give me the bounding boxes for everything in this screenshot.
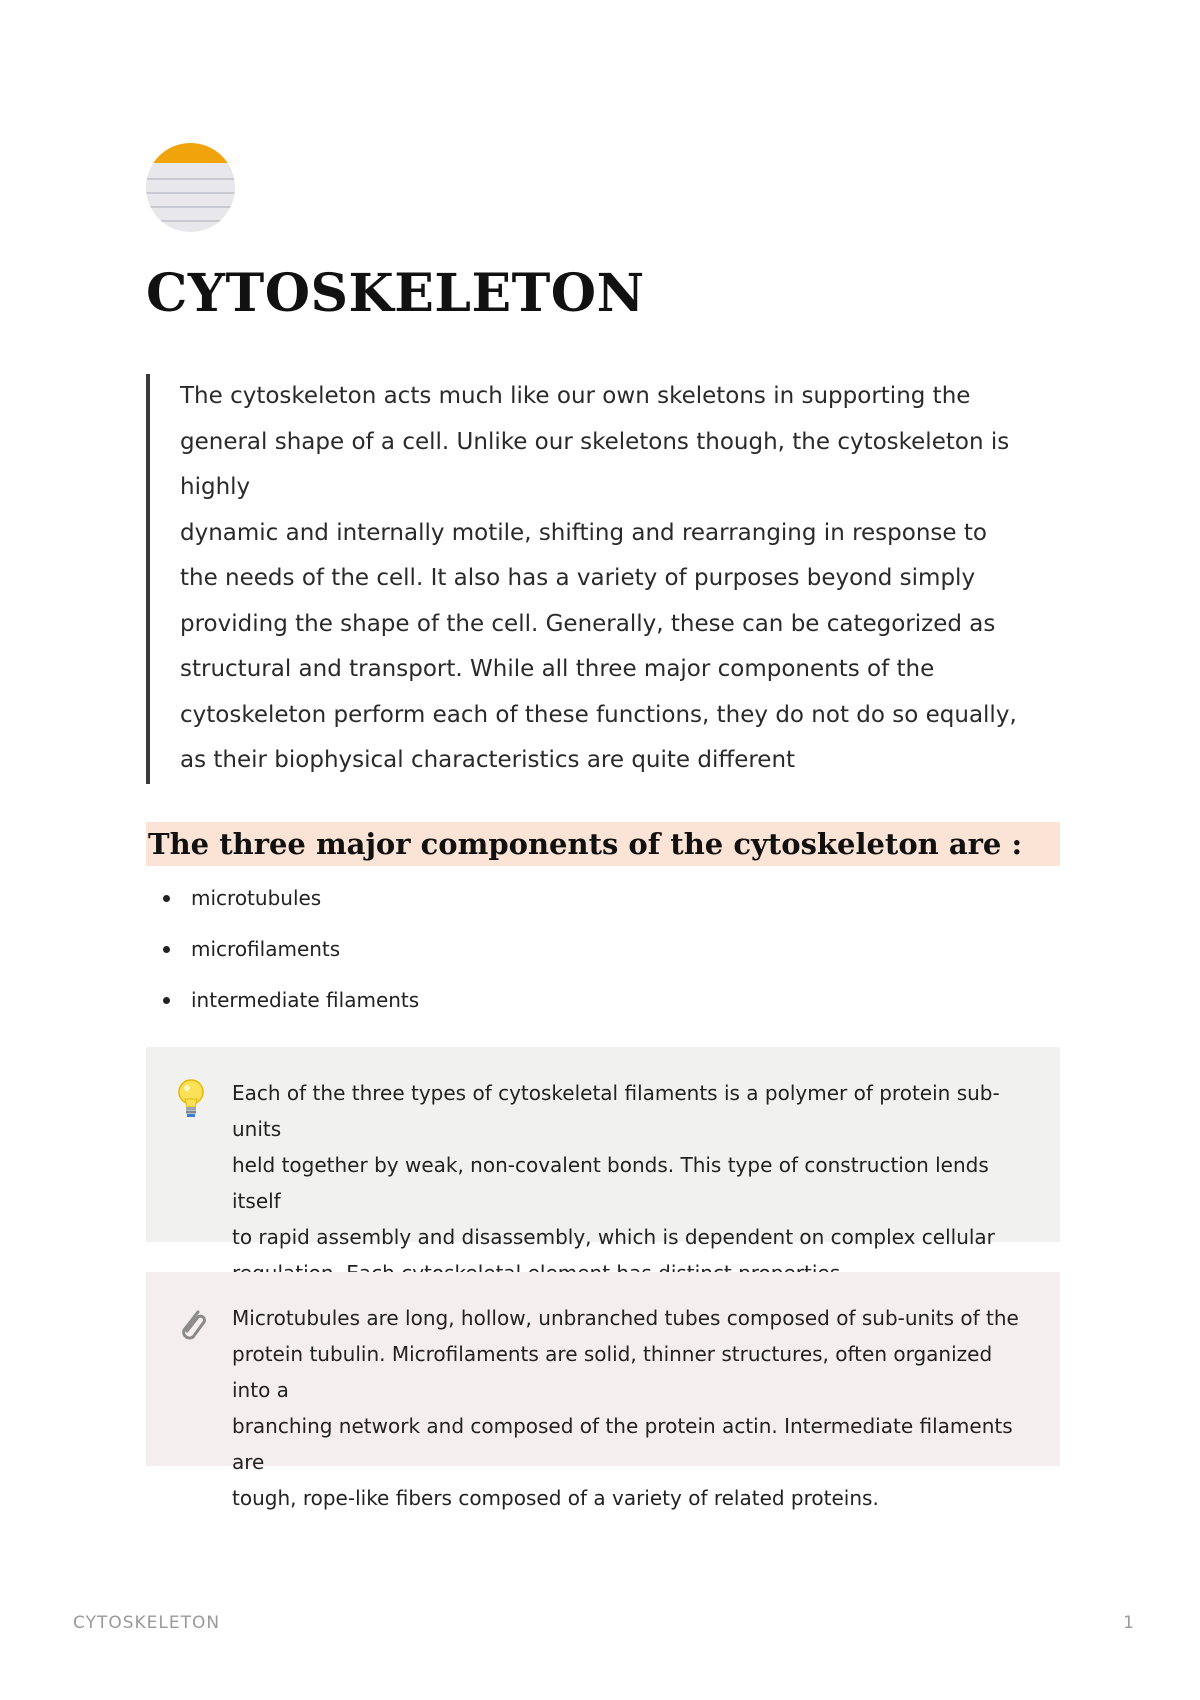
paperclip-icon (174, 1302, 208, 1346)
list-item-text: intermediate filaments (191, 988, 420, 1012)
notes-icon (146, 143, 235, 232)
intro-quote (146, 374, 1066, 784)
list-item (146, 873, 1046, 924)
page-number: 1 (1123, 1613, 1134, 1633)
components-list (146, 873, 1046, 1026)
footer-title: CYTOSKELETON (73, 1613, 221, 1633)
lightbulb-icon (174, 1077, 208, 1121)
bullet-icon (163, 997, 170, 1004)
callout-text: Microtubules are long, hollow, unbranched tubes composed of sub-units of the protein tubulin. Microfilaments are solid, thinner structures, often organized into a branching network and composed of the protein actin. Intermediate filaments are tough, rope-like fibers composed of a variety of related proteins. (232, 1306, 1019, 1510)
list-item-text: microtubules (191, 886, 322, 910)
list-item (146, 924, 1046, 975)
callout-lightbulb (146, 1047, 1060, 1249)
intro-quote-text: The cytoskeleton acts much like our own skeletons in supporting the general shape of a cell. Unlike our skeletons though, the cytoskeleton is highly dynamic and internally motile, shifting and rearranging in response to the needs of the cell. It also has a variety of purposes beyond simply providing the shape of the cell. Generally, these can be categorized as structural and transport. While all three major components of the cytoskeleton perform each of these functions, they do not do so equally, as their biophysical characteristics are quite different (180, 383, 1017, 773)
bullet-icon (163, 895, 170, 902)
callout-paperclip (146, 1272, 1060, 1510)
bullet-icon (163, 946, 170, 953)
list-item-text: microfilaments (191, 937, 341, 961)
list-item (146, 975, 1046, 1026)
page-title: CYTOSKELETON (146, 263, 645, 324)
section-heading: The three major components of the cytoskeleton are : (146, 822, 1060, 866)
callout-text: Each of the three types of cytoskeletal filaments is a polymer of protein sub-units held together by weak, non-covalent bonds. This type of construction lends itself to rapid assembly and disassembly, which is dependent on complex cellular (232, 1081, 1000, 1249)
